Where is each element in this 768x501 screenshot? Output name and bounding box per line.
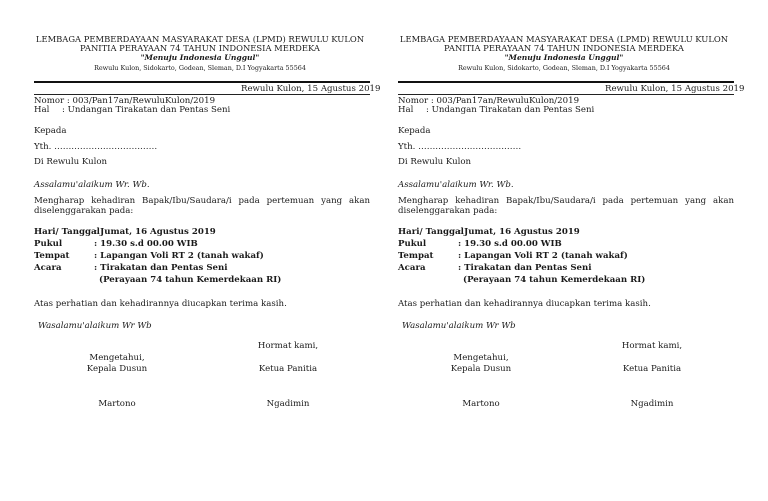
greeting: Assalamu'alaikum Wr. Wb. [398, 180, 514, 190]
recipient-heading: Kepada [34, 126, 67, 136]
motto: "Menuju Indonesia Unggul" [504, 53, 624, 62]
subject-value: : Undangan Tirakatan dan Pentas Seni [62, 105, 231, 115]
greeting: Assalamu'alaikum Wr. Wb. [34, 180, 150, 190]
subject-label: Hal [34, 105, 50, 115]
chairman-name: Ngadimin [630, 399, 674, 409]
detail-label: Tempat [34, 251, 70, 261]
address: Rewulu Kulon, Sidokarto, Godean, Sleman, D.I Yogyakarta 55564 [458, 64, 670, 72]
body-line-1: Mengharap kehadiran Bapak/Ibu/Saudara/i pada pertemuan yang akan [398, 196, 734, 206]
motto: "Menuju Indonesia Unggul" [140, 53, 260, 62]
invitation-letter-left [30, 0, 381, 501]
farewell: Wasalamu'alaikum Wr Wb [38, 321, 152, 331]
village-head-name: Martono [98, 399, 136, 409]
detail-label: Hari/ Tanggal [34, 227, 100, 237]
body-line-1: Mengharap kehadiran Bapak/Ibu/Saudara/i pada pertemuan yang akan [34, 196, 370, 206]
detail-row-place [398, 251, 628, 261]
place-date: Rewulu Kulon, 15 Agustus 2019 [241, 84, 381, 94]
recipient-place: Di Rewulu Kulon [34, 157, 108, 167]
committee-name: PANITIA PERAYAAN 74 TAHUN INDONESIA MERDEKA [444, 43, 684, 53]
detail-value: : Tirakatan dan Pentas Seni [94, 263, 228, 273]
recipient-heading: Kepada [398, 126, 431, 136]
detail-row-time [398, 239, 562, 249]
detail-value: : Lapangan Voli RT 2 (tanah wakaf) [94, 251, 264, 261]
org-name: LEMBAGA PEMBERDAYAAN MASYARAKAT DESA (LPMD) REWULU KULON [35, 34, 365, 44]
header-rule-thin [398, 94, 734, 95]
village-head-title: Kepala Dusun [86, 364, 148, 374]
event-note: (Perayaan 74 tahun Kemerdekaan RI) [99, 275, 282, 285]
acknowledged-label: Mengetahui, [453, 353, 509, 363]
address: Rewulu Kulon, Sidokarto, Godean, Sleman, D.I Yogyakarta 55564 [94, 64, 306, 72]
detail-row-place [34, 251, 264, 261]
chairman-title: Ketua Panitia [622, 364, 682, 374]
village-head-title: Kepala Dusun [450, 364, 512, 374]
farewell: Wasalamu'alaikum Wr Wb [402, 321, 516, 331]
recipient-line: Yth. ……………………………… [398, 142, 522, 152]
subject-label: Hal [398, 105, 414, 115]
closing-text: Atas perhatian dan kehadirannya diucapkan terima kasih. [34, 299, 287, 309]
recipient-place: Di Rewulu Kulon [398, 157, 472, 167]
detail-value: : 19.30 s.d 00.00 WIB [458, 239, 562, 249]
regards: Hormat kami, [621, 341, 683, 351]
detail-value: : Lapangan Voli RT 2 (tanah wakaf) [458, 251, 628, 261]
detail-value: : Tirakatan dan Pentas Seni [458, 263, 592, 273]
detail-value: : Jumat, 16 Agustus 2019 [94, 227, 216, 237]
chairman-name: Ngadimin [266, 399, 310, 409]
header-rule [398, 81, 734, 83]
event-note: (Perayaan 74 tahun Kemerdekaan RI) [463, 275, 646, 285]
detail-row-event [398, 263, 592, 273]
village-head-name: Martono [462, 399, 500, 409]
detail-row-event [34, 263, 228, 273]
detail-value: : Jumat, 16 Agustus 2019 [458, 227, 580, 237]
body-line-2: diselenggarakan pada: [398, 206, 498, 216]
committee-name: PANITIA PERAYAAN 74 TAHUN INDONESIA MERDEKA [80, 43, 320, 53]
detail-label: Pukul [34, 239, 63, 249]
detail-label: Pukul [398, 239, 427, 249]
header-rule-thin [34, 94, 370, 95]
body-line-2: diselenggarakan pada: [34, 206, 134, 216]
letter-number: Nomor : 003/Pan17an/RewuluKulon/2019 [398, 96, 580, 106]
detail-label: Tempat [398, 251, 434, 261]
header-rule [34, 81, 370, 83]
detail-label: Hari/ Tanggal [398, 227, 464, 237]
invitation-letter-right [394, 0, 745, 501]
detail-row-time [34, 239, 198, 249]
detail-label: Acara [398, 263, 426, 273]
detail-value: : 19.30 s.d 00.00 WIB [94, 239, 198, 249]
detail-row-date [398, 227, 580, 237]
letter-number: Nomor : 003/Pan17an/RewuluKulon/2019 [34, 96, 216, 106]
subject-value: : Undangan Tirakatan dan Pentas Seni [426, 105, 595, 115]
detail-label: Acara [34, 263, 62, 273]
recipient-line: Yth. ……………………………… [34, 142, 158, 152]
detail-row-date [34, 227, 216, 237]
closing-text: Atas perhatian dan kehadirannya diucapkan terima kasih. [398, 299, 651, 309]
regards: Hormat kami, [257, 341, 319, 351]
acknowledged-label: Mengetahui, [89, 353, 145, 363]
org-name: LEMBAGA PEMBERDAYAAN MASYARAKAT DESA (LPMD) REWULU KULON [399, 34, 729, 44]
place-date: Rewulu Kulon, 15 Agustus 2019 [605, 84, 745, 94]
chairman-title: Ketua Panitia [258, 364, 318, 374]
